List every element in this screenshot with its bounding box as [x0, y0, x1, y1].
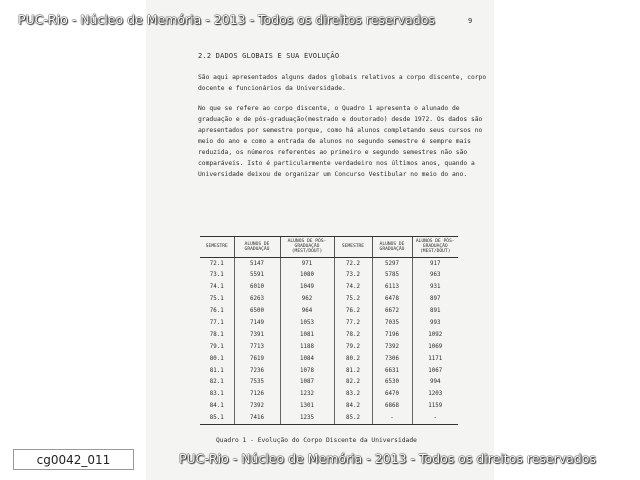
header-graduacao-2: ALUNOS DE GRADUAÇÃO	[372, 237, 412, 258]
table-row	[200, 317, 458, 329]
table-cell: 1232	[280, 388, 334, 400]
table-cell: 994	[412, 377, 458, 389]
table-cell: 7713	[234, 341, 280, 353]
table-cell: 72.1	[209, 260, 224, 267]
table-cell: 1159	[412, 400, 458, 412]
table-cell: 82.1	[209, 379, 224, 386]
table-cell: 7392	[234, 400, 280, 412]
table-cell: 1188	[280, 341, 334, 353]
table-row	[200, 400, 458, 412]
table-cell: 82.2	[334, 377, 372, 389]
table-cell: 85.1	[200, 412, 234, 424]
table-cell: 1084	[280, 353, 334, 365]
paragraph-discente: No que se refere ao corpo discente, o Quadro 1 apresenta o alunado de graduação e de pós-graduação(mestrado e doutorado) desde 1972. Os dados são apresentados por semestre porque, como há alunos completando seus cursos no meio do ano e como a entrada de alunos no segundo semestre é sempre mais reduzida, os números referentes ao primeiro e segundo semestres não são comparáveis. Isto é particularmente verdadeiro nos últimos anos, quando a Universidade deixou de organizar um Concurso Vestibular no meio do ano.	[198, 105, 483, 178]
table-cell: 1081	[280, 329, 334, 341]
table-cell: 5591	[234, 270, 280, 282]
table-cell: 6263	[234, 293, 280, 305]
table-cell: 78.1	[209, 331, 224, 338]
table-cell: 80.2	[334, 353, 372, 365]
table-header-row	[200, 237, 458, 258]
table-cell: 1049	[280, 281, 334, 293]
table-cell: 76.2	[334, 305, 372, 317]
section-heading: 2.2 DADOS GLOBAIS E SUA EVOLUÇÃO	[198, 52, 340, 60]
watermark-bottom: PUC-Rio - Núcleo de Memória - 2013 - Todos os direitos reservados	[179, 451, 596, 466]
table-cell: 73.1	[209, 272, 224, 279]
page-number: 9	[468, 17, 473, 25]
header-graduacao-1: ALUNOS DE GRADUAÇÃO	[234, 237, 280, 258]
table-cell: 6672	[372, 305, 412, 317]
table-cell: 971	[280, 257, 334, 269]
table-cell: 77.2	[334, 317, 372, 329]
table-cell: 7035	[372, 317, 412, 329]
table-cell: 6470	[372, 388, 412, 400]
watermark-top: PUC-Rio - Núcleo de Memória - 2013 - Todos os direitos reservados	[18, 12, 435, 27]
table-cell: 83.1	[209, 391, 224, 398]
table-cell: 1087	[280, 377, 334, 389]
table-row	[200, 281, 458, 293]
table-cell: 1301	[280, 400, 334, 412]
table-cell: 7236	[234, 365, 280, 377]
table-cell: 81.2	[334, 365, 372, 377]
table-cell: 74.1	[209, 284, 224, 291]
table-cell: 7535	[234, 377, 280, 389]
table-cell: 962	[280, 293, 334, 305]
table-cell: 85.2	[334, 412, 372, 424]
table-row	[200, 341, 458, 353]
student-evolution-table	[200, 236, 458, 425]
table-cell: 6113	[372, 281, 412, 293]
table-cell: 931	[412, 281, 458, 293]
table-cell: 6010	[234, 281, 280, 293]
table-cell: 1235	[280, 412, 334, 424]
table-cell: 77.1	[209, 320, 224, 326]
paragraph-intro: São aqui apresentados alguns dados globais relativos a corpo discente, corpo docente e funcionários da Universidade.	[198, 74, 487, 92]
table-cell: 5297	[372, 257, 412, 269]
table-cell: 963	[412, 270, 458, 282]
table-cell: 891	[412, 305, 458, 317]
table-cell: 7391	[234, 329, 280, 341]
table-cell: 7196	[372, 329, 412, 341]
table-cell: 7416	[234, 412, 280, 424]
table-cell: 897	[412, 293, 458, 305]
table-cell: 75.1	[209, 296, 224, 303]
table-body	[200, 257, 458, 424]
table-cell: 6868	[372, 400, 412, 412]
table-cell: 6530	[372, 377, 412, 389]
table-cell: 84.1	[209, 403, 224, 410]
table-cell: 1092	[412, 329, 458, 341]
table-row	[200, 270, 458, 282]
table-cell: 84.2	[334, 400, 372, 412]
table-cell: 5147	[234, 257, 280, 269]
table-caption: Quadro 1 - Evolução do Corpo Discente da Universidade	[216, 437, 417, 444]
table-cell: 74.2	[334, 281, 372, 293]
table-cell: 7306	[372, 353, 412, 365]
table-cell: 72.2	[334, 257, 372, 269]
table-row	[200, 257, 458, 269]
table-cell: 80.1	[209, 355, 224, 362]
table-row	[200, 388, 458, 400]
table-row	[200, 293, 458, 305]
image-id-label: cg0042_011	[13, 449, 134, 470]
table-cell: 993	[412, 317, 458, 329]
table-cell: 1078	[280, 365, 334, 377]
table-row	[200, 365, 458, 377]
table-cell: -	[372, 412, 412, 424]
header-pos-graduacao-2: ALUNOS DE PÓS-GRADUAÇÃO (MEST/DOUT)	[412, 237, 458, 258]
table-row	[200, 377, 458, 389]
table-cell: 78.2	[334, 329, 372, 341]
header-pos-graduacao-1: ALUNOS DE PÓS-GRADUAÇÃO (MEST/DOUT)	[280, 237, 334, 258]
table-cell: 6500	[234, 305, 280, 317]
table-cell: -	[412, 412, 458, 424]
student-table-container	[200, 236, 458, 425]
table-cell: 1069	[412, 341, 458, 353]
header-semestre-2: SEMESTRE	[334, 237, 372, 258]
table-cell: 6478	[372, 293, 412, 305]
table-cell: 917	[412, 257, 458, 269]
table-cell: 81.1	[209, 367, 224, 374]
table-cell: 7149	[234, 317, 280, 329]
table-cell: 1080	[280, 270, 334, 282]
table-cell: 964	[280, 305, 334, 317]
table-cell: 7619	[234, 353, 280, 365]
table-cell: 7126	[234, 388, 280, 400]
document-page	[146, 0, 494, 480]
table-row	[200, 412, 458, 424]
table-cell: 1067	[412, 365, 458, 377]
table-cell: 7392	[372, 341, 412, 353]
table-cell: 83.2	[334, 388, 372, 400]
table-cell: 6631	[372, 365, 412, 377]
table-cell: 76.1	[209, 308, 224, 315]
table-cell: 79.1	[209, 343, 224, 350]
table-row	[200, 353, 458, 365]
table-cell: 73.2	[334, 270, 372, 282]
table-cell: 1203	[412, 388, 458, 400]
table-cell: 75.2	[334, 293, 372, 305]
table-cell: 79.2	[334, 341, 372, 353]
header-semestre-1: SEMESTRE	[200, 237, 234, 258]
table-cell: 1053	[280, 317, 334, 329]
table-row	[200, 305, 458, 317]
table-row	[200, 329, 458, 341]
table-cell: 1171	[412, 353, 458, 365]
table-cell: 5785	[372, 270, 412, 282]
